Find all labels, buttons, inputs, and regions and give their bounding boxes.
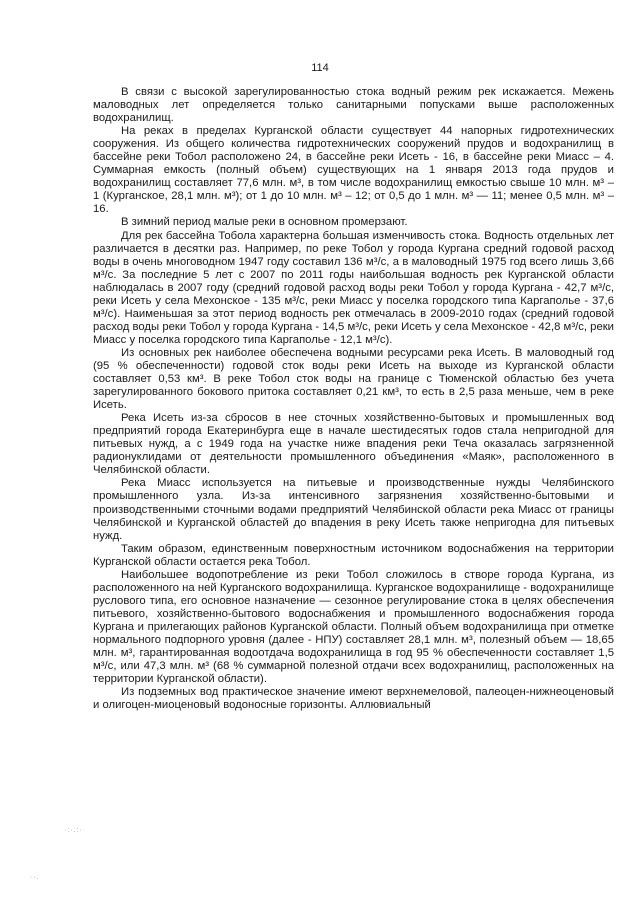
paragraph-runoff-variability: Для рек бассейна Тобола характерна большая изменчивость стока. Водность отдельных лет различается в десятки раз. Например, по реке Тобол у города Кургана средний годовой расход воды в очень многоводном 1947 году составил 136 м³/с, а в маловодный 1975 год всего лишь 3,66 м³/с. За последние 5 лет с 2007 по 2011 годы наибольшая водность рек Курганской области наблюдалась в 2007 году (средний годовой расход воды реки Тобол у города Кургана - 42,7 м³/с, реки Исеть у села Мехонское - 135 м³/с, реки Миасс у поселка городского типа Каргаполье - 37,6 м³/с). Наименьшая за этот период водность рек отмечалась в 2009-2010 годах (средний годовой расход воды реки Тобол у города Кургана - 14,5 м³/с, реки Исеть у села Мехонское - 42,8 м³/с, реки Миасс у поселка городского типа Каргаполье - 12,1 м³/с).: [93, 229, 614, 346]
body-text: [93, 86, 614, 712]
paragraph-groundwater: Из подземных вод практическое значение имеют верхнемеловой, палеоцен-нижнеоценовый и олигоцен-миоценовый водоносные горизонты. Аллювиальный: [93, 686, 614, 712]
page-number: 114: [311, 62, 329, 74]
paragraph-iset-resources: Из основных рек наиболее обеспечена водными ресурсами река Исеть. В маловодный год (95 % обеспеченности) годовой сток воды реки Исеть на выходе из Курганской области составляет 0,53 км³. В реке Тобол сток воды на границе с Тюменской областью без учета зарегулированного бокового притока составляет 0,21 км³, то есть в 2,5 раза меньше, чем в реке Исеть.: [93, 346, 614, 412]
paragraph-tobol-source: Таким образом, единственным поверхностным источником водоснабжения на территории Курганской области остается река Тобол.: [93, 542, 614, 568]
scan-artifact-dots: ··.: [30, 874, 40, 881]
paragraph-kurgan-reservoir: Наибольшее водопотребление из реки Тобол сложилось в створе города Кургана, из расположенного на ней Курганского водохранилища. Курганское водохранилище - водохранилище руслового типа, его основное назначение — сезонное регулирование стока в целях обеспечения питьевого, хозяйственно-бытового водоснабжения и промышленного водоснабжения города Кургана и прилегающих районов Курганской области. Полный объем водохранилища при отметке нормального подпорного уровня (далее - НПУ) составляет 28,1 млн. м³, полезный объем — 18,65 млн. м³, гарантированная водоотдача водохранилища в год 95 % обеспеченности составляет 1,5 м³/с, или 47,3 млн. м³ (68 % суммарной полезной отдачи всех водохранилищ, расположенных на территории Курганской области).: [93, 568, 614, 686]
paragraph-winter-freezing: В зимний период малые реки в основном промерзают.: [121, 216, 408, 229]
paragraph-hydraulic-structures: На реках в пределах Курганской области существует 44 напорных гидротехнических сооружения. Из общего количества гидротехнических сооружений прудов и водохранилищ в бассейне реки Тобол расположено 24, в бассейне реки Исеть - 16, в бассейне реки Миасс – 4. Суммарная емкость (полный объем) существующих на 1 января 2013 года прудов и водохранилищ составляет 77,6 млн. м³, в том числе водохранилищ емкостью свыше 10 млн. м³ – 1 (Курганское, 28,1 млн. м³); от 1 до 10 млн. м³ – 12; от 0,5 до 1 млн. м³ — 11; менее 0,5 млн. м³ – 16.: [93, 125, 614, 216]
scan-artifact-mark: ·:·.:·: [64, 827, 83, 834]
paragraph-miass: Река Миасс используется на питьевые и производственные нужды Челябинского промышленного узла. Из-за интенсивного загрязнения хозяйственно-бытовыми и производственными сточными водами предприятий Челябинской области река Миасс от границы Челябинской и Курганской областей до впадения в реку Исеть также непригодна для питьевых нужд.: [93, 477, 614, 542]
paragraph-regime: В связи с высокой зарегулированностью стока водный режим рек искажается. Межень маловодных лет определяется только санитарными попусками выше расположенных водохранилищ.: [93, 86, 614, 125]
paragraph-iset-pollution: Река Исеть из-за сбросов в нее сточных хозяйственно-бытовых и промышленных вод предприятий города Екатеринбурга еще в начале шестидесятых годов стала непригодной для питьевых нужд, а с 1949 года на участке ниже впадения реки Теча оказалась загрязненной радионуклидами от деятельности промышленного объединения «Маяк», расположенного в Челябинской области.: [93, 412, 614, 477]
